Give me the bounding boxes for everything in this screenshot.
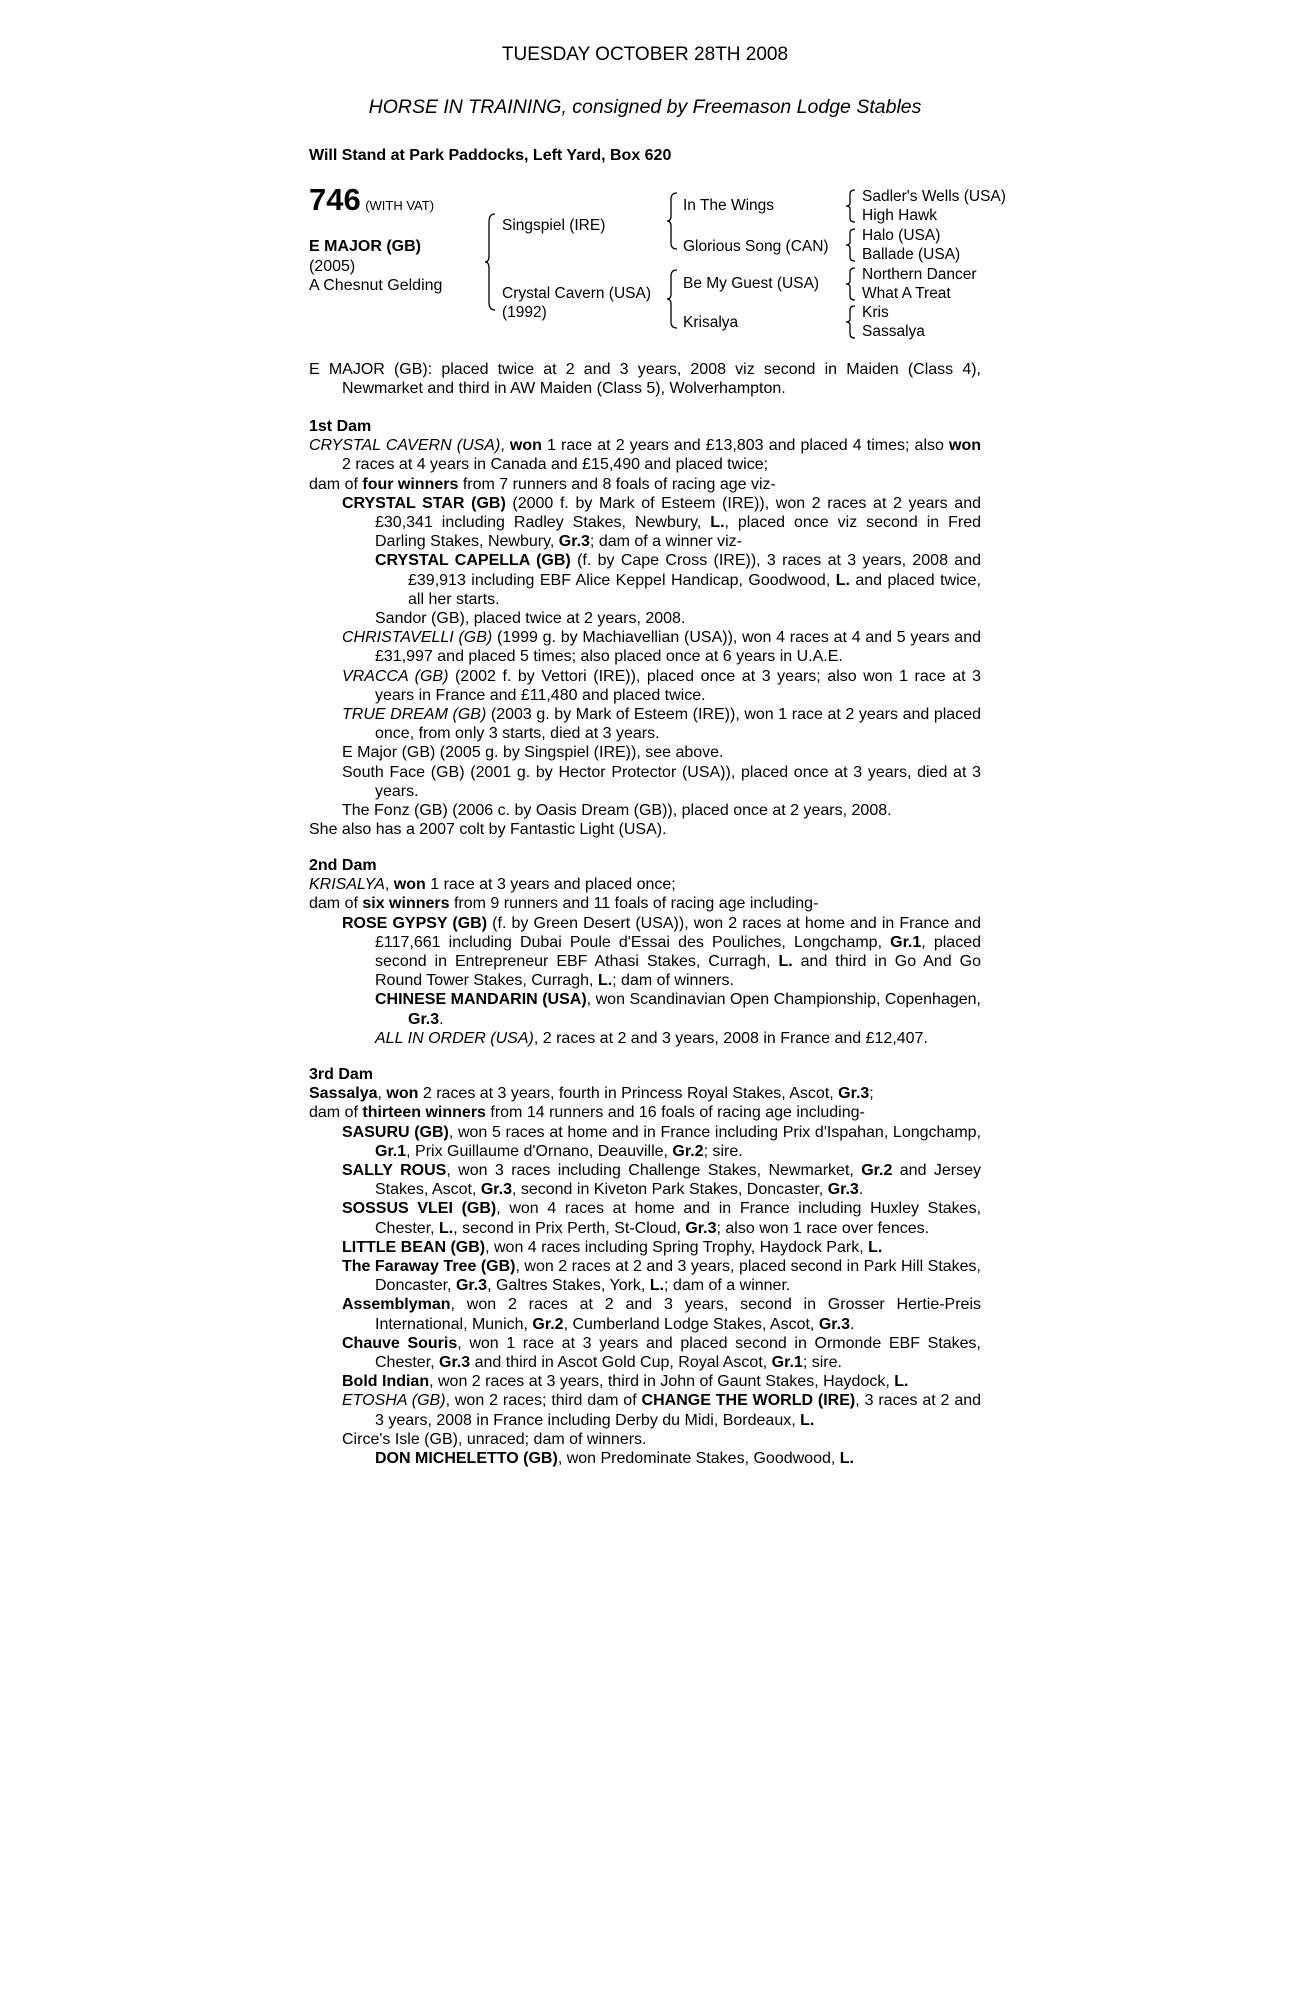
vat-note: (WITH VAT): [365, 198, 435, 213]
pedigree-g2: High Hawk: [862, 207, 937, 224]
second-dam-produce-summary: dam of six winners from 9 runners and 11 foals of racing age including-: [309, 895, 819, 913]
pedigree-g6: What A Treat: [862, 285, 951, 302]
third-dam-intro: Sassalya, won 2 races at 3 years, fourth in Princess Royal Stakes, Ascot, Gr.3;: [309, 1085, 874, 1103]
first-dam-section: [309, 417, 981, 839]
horse-description: A Chesnut Gelding: [309, 277, 443, 294]
produce-entry: CRYSTAL STAR (GB) (2000 f. by Mark of Esteem (IRE)), won 2 races at 2 years and £30,341 including Radley Stakes, Newbury, L., placed once viz second in Fred Darling Stakes, Newbury, Gr.3; dam of a winner viz-: [342, 494, 982, 551]
produce-entry: TRUE DREAM (GB) (2003 g. by Mark of Esteem (IRE)), won 1 race at 2 years and placed once, from only 3 starts, died at 3 years.: [342, 706, 982, 743]
produce-entry: Sandor (GB), placed twice at 2 years, 2008.: [375, 610, 686, 628]
produce-entry: ALL IN ORDER (USA), 2 races at 2 and 3 years, 2008 in France and £12,407.: [375, 1029, 928, 1047]
pedigree-sire-sire: In The Wings: [683, 197, 775, 214]
produce-entry: SALLY ROUS, won 3 races including Challenge Stakes, Newmarket, Gr.2 and Jersey Stakes, Ascot, Gr.3, second in Kiveton Park Stakes, Doncaster, Gr.3.: [342, 1162, 981, 1199]
pedigree-brace-main: [485, 212, 497, 312]
pedigree-g4: Ballade (USA): [862, 246, 961, 263]
first-dam-heading: 1st Dam: [309, 418, 372, 435]
pedigree-brace-g56: [845, 266, 856, 302]
produce-entry: ROSE GYPSY (GB) (f. by Green Desert (USA)), won 2 races at home and in France and £117,661 including Dubai Poule d'Essai des Pouliches, Longchamp, Gr.1, placed second in Entrepreneur EBF Athasi Stakes, Curragh, L. and third in Go And Go Round Tower Stakes, Curragh, L.; dam of winners.: [342, 914, 982, 990]
third-dam-produce-summary: dam of thirteen winners from 14 runners and 16 foals of racing age including-: [309, 1104, 865, 1122]
pedigree-brace-g78: [845, 304, 856, 340]
pedigree-brace-g34: [845, 227, 856, 263]
sale-date: TUESDAY OCTOBER 28TH 2008: [501, 44, 789, 65]
produce-entry: Bold Indian, won 2 races at 3 years, third in John of Gaunt Stakes, Haydock, L.: [342, 1373, 909, 1391]
pedigree-dam-year: (1992): [502, 304, 547, 321]
produce-entry: Assemblyman, won 2 races at 2 and 3 years, second in Grosser Hertie-Preis International, Munich, Gr.2, Cumberland Lodge Stakes, Ascot, Gr.3.: [342, 1296, 981, 1333]
pedigree-g5: Northern Dancer: [862, 266, 977, 283]
produce-entry: Chauve Souris, won 1 race at 3 years and placed second in Ormonde EBF Stakes, Chester, Gr.3 and third in Ascot Gold Cup, Royal Ascot, Gr.1; sire.: [342, 1334, 982, 1372]
pedigree-sire: Singspiel (IRE): [502, 217, 606, 234]
pedigree-g3: Halo (USA): [862, 227, 941, 244]
second-dam-intro: KRISALYA, won 1 race at 3 years and placed once;: [309, 876, 676, 894]
summary-text: E MAJOR (GB): placed twice at 2 and 3 years, 2008 viz second in Maiden (Class 4), Newmarket and third in AW Maiden (Class 5), Wolverhampton.: [309, 361, 981, 398]
pedigree-brace-g12: [845, 188, 856, 224]
pedigree-g7: Kris: [862, 304, 889, 321]
pedigree-dam-sire: Be My Guest (USA): [683, 275, 820, 292]
produce-entry: SASURU (GB), won 5 races at home and in France including Prix d'Ispahan, Longchamp, Gr.1, Prix Guillaume d'Ornano, Deauville, Gr.2; sire.: [342, 1123, 981, 1160]
first-dam-intro: CRYSTAL CAVERN (USA), won 1 race at 2 years and £13,803 and placed 4 times; also won 2 races at 4 years in Canada and £15,490 and placed twice;: [309, 437, 982, 474]
produce-entry: The Fonz (GB) (2006 c. by Oasis Dream (GB)), placed once at 2 years, 2008.: [342, 802, 892, 820]
produce-entry: VRACCA (GB) (2002 f. by Vettori (IRE)), placed once at 3 years; also won 1 race at 3 years in France and £11,480 and placed twice.: [342, 667, 982, 704]
pedigree-brace-dam: [667, 268, 679, 330]
produce-entry: ETOSHA (GB), won 2 races; third dam of CHANGE THE WORLD (IRE), 3 races at 2 and 3 years, 2008 in France including Derby du Midi, Bordeaux, L.: [342, 1392, 982, 1429]
lot-number: [309, 182, 435, 217]
produce-entry: The Faraway Tree (GB), won 2 races at 2 and 3 years, placed second in Park Hill Stakes, Doncaster, Gr.3, Galtres Stakes, York, L.; dam of a winner.: [342, 1258, 982, 1295]
second-dam-heading: 2nd Dam: [309, 857, 377, 874]
race-summary: [309, 360, 981, 398]
produce-entry: LITTLE BEAN (GB), won 4 races including Spring Trophy, Haydock Park, L.: [342, 1238, 883, 1256]
pedigree-dam-dam: Krisalya: [683, 314, 739, 331]
stand-location: Will Stand at Park Paddocks, Left Yard, Box 620: [309, 147, 672, 164]
produce-entry: DON MICHELETTO (GB), won Predominate Stakes, Goodwood, L.: [375, 1450, 854, 1468]
first-dam-produce-summary: dam of four winners from 7 runners and 8 foals of racing age viz-: [309, 475, 776, 493]
produce-entry: CRYSTAL CAPELLA (GB) (f. by Cape Cross (IRE)), 3 races at 3 years, 2008 and £39,913 including EBF Alice Keppel Handicap, Goodwood, L. and placed twice, all her starts.: [375, 552, 982, 608]
produce-entry: Circe's Isle (GB), unraced; dam of winners.: [342, 1430, 647, 1448]
pedigree-dam: Crystal Cavern (USA): [502, 285, 651, 302]
second-dam-section: [309, 856, 981, 1048]
produce-entry: CHRISTAVELLI (GB) (1999 g. by Machiavellian (USA)), won 4 races at 4 and 5 years and £31,997 and placed 5 times; also placed once at 6 years in U.A.E.: [342, 629, 981, 666]
produce-entry: E Major (GB) (2005 g. by Singspiel (IRE)), see above.: [342, 744, 724, 762]
third-dam-heading: 3rd Dam: [309, 1066, 374, 1083]
pedigree-brace-sire: [667, 191, 679, 251]
third-dam-section: [309, 1065, 981, 1468]
consignment-title: HORSE IN TRAINING, consigned by Freemason Lodge Stables: [368, 96, 922, 118]
horse-name: E MAJOR (GB): [309, 238, 421, 255]
produce-note: She also has a 2007 colt by Fantastic Light (USA).: [309, 821, 667, 839]
horse-year: (2005): [309, 258, 356, 275]
pedigree-sire-dam: Glorious Song (CAN): [683, 238, 829, 255]
produce-entry: CHINESE MANDARIN (USA), won Scandinavian Open Championship, Copenhagen, Gr.3.: [375, 991, 981, 1028]
produce-entry: SOSSUS VLEI (GB), won 4 races at home and in France including Huxley Stakes, Chester, L., second in Prix Perth, St-Cloud, Gr.3; also won 1 race over fences.: [342, 1200, 982, 1237]
pedigree-g1: Sadler's Wells (USA): [862, 188, 1006, 205]
pedigree-g8: Sassalya: [862, 323, 925, 340]
lot-number-value: 746: [309, 182, 361, 217]
produce-entry: South Face (GB) (2001 g. by Hector Protector (USA)), placed once at 3 years, died at 3 years.: [342, 763, 981, 800]
